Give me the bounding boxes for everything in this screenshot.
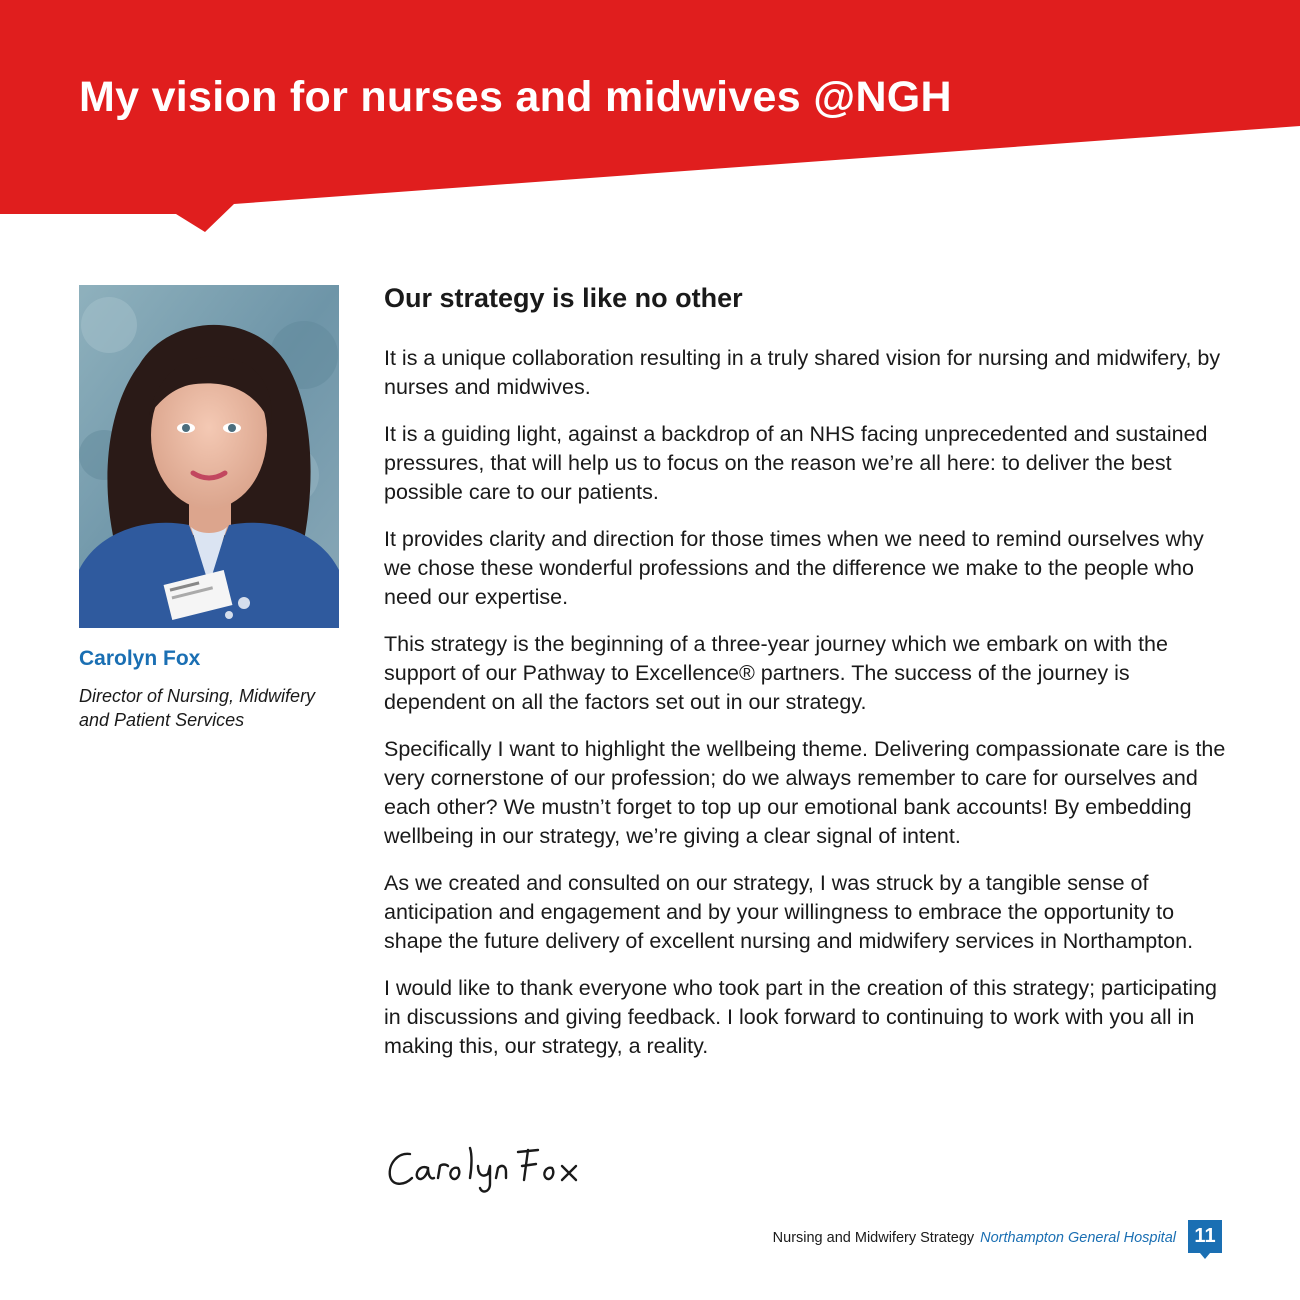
page-number-badge	[1188, 1220, 1222, 1260]
footer	[773, 1228, 1176, 1248]
paragraph: As we created and consulted on our strategy, I was struck by a tangible sense of anticipation and engagement and by your willingness to embrace the opportunity to shape the future delivery of excellent nursing and midwifery services in Northampton.	[384, 871, 1194, 953]
paragraph: It is a unique collaboration resulting in a truly shared vision for nursing and midwifery, by nurses and midwives.	[384, 346, 1221, 399]
paragraph: This strategy is the beginning of a three-year journey which we embark on with the support of our Pathway to Excellence® partners. The success of the journey is dependent on all the factors set out in our strategy.	[384, 632, 1168, 714]
page-title: My vision for nurses and midwives @NGH	[79, 73, 952, 121]
paragraph: It provides clarity and direction for those times when we need to remind ourselves why we chose these wonderful professions and the difference we make to the people who need our expertise.	[384, 527, 1204, 609]
footer-organisation: Northampton General Hospital	[980, 1230, 1176, 1246]
paragraph: Specifically I want to highlight the wellbeing theme. Delivering compassionate care is the very cornerstone of our profession; do we always remember to care for ourselves and each other? We mustn’t forget to top up our emotional bank accounts! By embedding wellbeing in our strategy, we’re giving a clear signal of intent.	[384, 737, 1226, 848]
section-heading: Our strategy is like no other	[384, 283, 743, 313]
article	[384, 280, 1234, 1079]
handwritten-signature	[384, 1140, 624, 1198]
page-number: 11	[1194, 1225, 1216, 1247]
portrait-photo	[79, 285, 339, 628]
paragraph: I would like to thank everyone who took part in the creation of this strategy; participating in discussions and giving feedback. I look forward to continuing to work with you all in making this, our strategy, a reality.	[384, 976, 1217, 1058]
paragraph: It is a guiding light, against a backdrop of an NHS facing unprecedented and sustained pressures, that will help us to focus on the reason we’re all here: to deliver the best possible care to our patients.	[384, 422, 1208, 504]
footer-document-title: Nursing and Midwifery Strategy	[772, 1230, 975, 1246]
profile-name: Carolyn Fox	[79, 647, 201, 670]
profile-role: Director of Nursing, Midwifery and Patient Services	[79, 686, 316, 730]
